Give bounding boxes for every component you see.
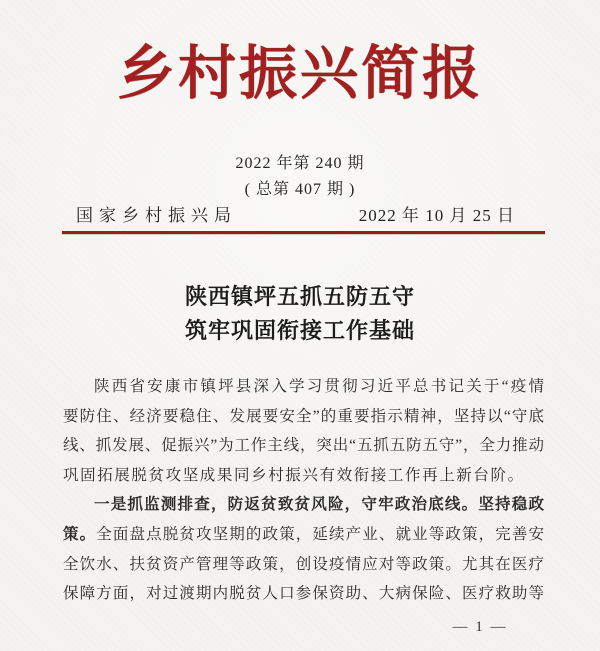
body-text: 全面盘点脱贫攻坚期的政策，延续产业、就业等政策，完善安 <box>96 525 544 543</box>
body-line <box>63 490 544 520</box>
body-text: 陕西省安康市镇坪县深入学习贯彻习近平总书记关于“疫情 <box>94 378 544 395</box>
body-line <box>63 461 544 491</box>
body-text-emphasis: 一是抓监测排查，防返贫致贫风险，守牢政治底线。 <box>94 496 479 514</box>
issue-date: 2022 年 10 月 25 日 <box>358 206 515 225</box>
issue-total-number: ( 总第 407 期 ) <box>244 181 356 198</box>
publisher-name: 国家乡村振兴局 <box>76 206 237 225</box>
article-title <box>0 280 600 348</box>
body-line <box>63 550 544 580</box>
body-line <box>63 520 544 550</box>
article-title-line1: 陕西镇坪五抓五防五守 <box>184 284 415 309</box>
body-text: 线、抓发展、促振兴”为工作主线，突出“五抓五防五守”，全力推动 <box>63 437 544 455</box>
article-body <box>63 372 544 609</box>
masthead-title: 乡村振兴简报 <box>116 41 483 106</box>
body-text-emphasis: 坚持稳政 <box>478 496 544 514</box>
body-text: 保障方面，对过渡期内脱贫人口参保资助、大病保险、医疗救助等 <box>63 585 544 603</box>
body-text-emphasis: 策。 <box>63 525 97 543</box>
masthead-info-row <box>63 202 545 229</box>
body-line <box>63 372 544 402</box>
body-text: 全饮水、扶贫资产管理等政策，创设疫情应对等政策。尤其在医疗 <box>63 555 544 573</box>
body-line <box>63 402 544 432</box>
body-line <box>63 579 544 609</box>
red-divider-rule <box>62 231 545 234</box>
page-number: — 1 — <box>452 619 508 635</box>
body-text: 要防住、经济要稳住、发展要安全”的重要指示精神，坚持以“守底 <box>63 407 544 425</box>
issue-number: 2022 年第 240 期 <box>235 155 365 172</box>
article-title-line2: 筑牢巩固衔接工作基础 <box>184 318 415 343</box>
body-text: 巩固拓展脱贫攻坚成果同乡村振兴有效衔接工作再上新台阶。 <box>63 466 525 484</box>
body-line <box>63 431 544 461</box>
